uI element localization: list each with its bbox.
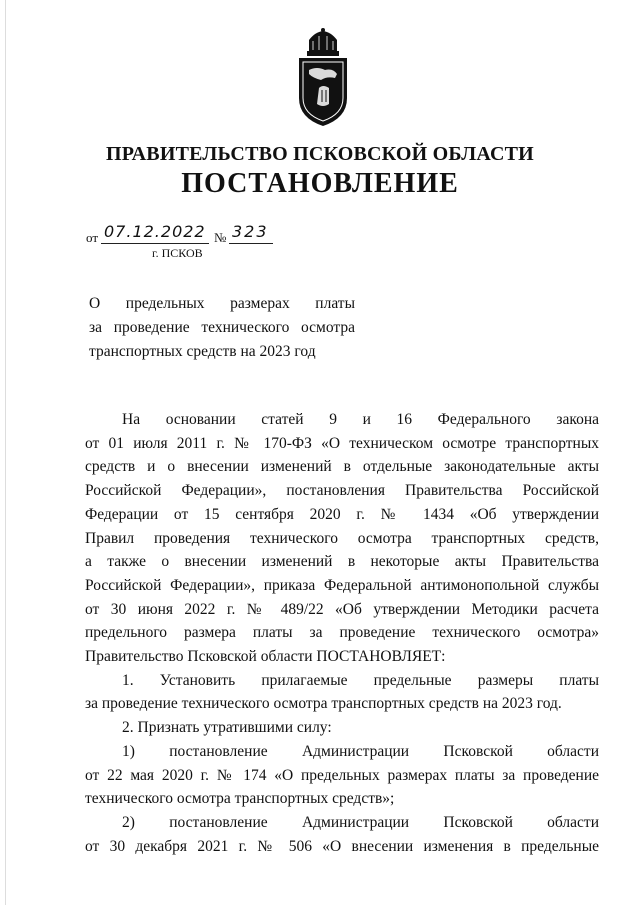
body-line: Правительство Псковской области ПОСТАНОВЛЯЕТ: bbox=[85, 648, 446, 666]
coat-of-arms-icon bbox=[295, 28, 351, 128]
number-prefix: № bbox=[214, 230, 227, 245]
body-line: 2. Признать утратившими силу: bbox=[122, 719, 332, 737]
scan-margin-line bbox=[5, 0, 6, 905]
body-line: за проведение технического осмотра транспортных средств на 2023 год. bbox=[85, 695, 562, 713]
subject-line: транспортных средств на 2023 год bbox=[89, 343, 316, 360]
body-line: а также о внесении изменений в некоторые акты Правительства bbox=[85, 553, 599, 571]
body-line: от 22 мая 2020 г. № 174 «О предельных размерах платы за проведение bbox=[85, 766, 599, 784]
body-line: На основании статей 9 и 16 Федерального закона bbox=[122, 411, 599, 428]
body-line: средств и о внесении изменений в отдельные законодательные акты bbox=[85, 458, 599, 476]
body-line: от 30 декабря 2021 г. № 506 «О внесении изменения в предельные bbox=[85, 837, 599, 855]
body-line: от 30 июня 2022 г. № 489/22 «Об утверждении Методики расчета bbox=[85, 600, 599, 618]
document-subject bbox=[89, 292, 355, 364]
body-line: 1. Установить прилагаемые предельные размеры платы bbox=[122, 671, 599, 689]
body-line: от 01 июля 2011 г. № 170-ФЗ «О техническом осмотре транспортных bbox=[85, 434, 599, 452]
date-handwritten: 07.12.2022 bbox=[104, 222, 206, 241]
document-body bbox=[85, 408, 599, 858]
body-line: Российской Федерации», постановления Правительства Российской bbox=[85, 482, 599, 500]
subject-line: за проведение технического осмотра bbox=[89, 319, 355, 336]
date-prefix: от bbox=[86, 230, 99, 245]
organization-title: ПРАВИТЕЛЬСТВО ПСКОВСКОЙ ОБЛАСТИ bbox=[106, 143, 534, 165]
body-line: Федерации от 15 сентября 2020 г. № 1434 «Об утверждении bbox=[85, 505, 599, 523]
body-line: технического осмотра транспортных средств»; bbox=[85, 790, 395, 808]
document-type-title: ПОСТАНОВЛЕНИЕ bbox=[181, 168, 459, 199]
body-line: Правил проведения технического осмотра транспортных средств, bbox=[85, 529, 599, 547]
body-line: предельного размера платы за проведение технического осмотра» bbox=[85, 624, 599, 642]
body-line: Российской Федерации», приказа Федеральной антимонопольной службы bbox=[85, 576, 599, 594]
city-label: г. ПСКОВ bbox=[152, 246, 203, 260]
subject-line: О предельных размерах платы bbox=[89, 295, 355, 312]
body-line: 2) постановление Администрации Псковской области bbox=[122, 813, 599, 831]
body-line: 1) постановление Администрации Псковской области bbox=[122, 742, 599, 760]
number-handwritten: 323 bbox=[232, 222, 269, 241]
